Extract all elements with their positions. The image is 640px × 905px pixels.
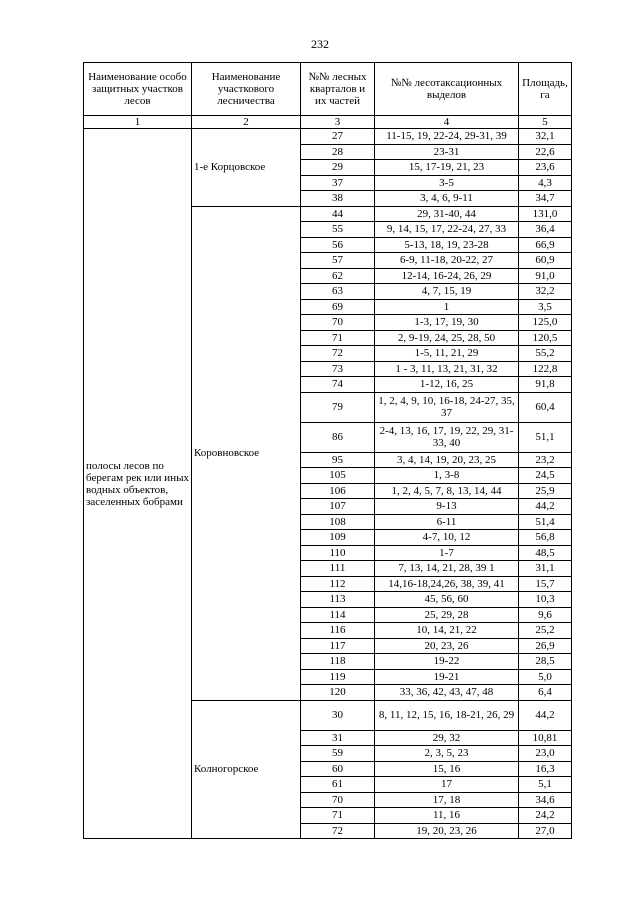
quarter-number: 71	[301, 808, 375, 824]
quarter-number: 56	[301, 237, 375, 253]
allotment-numbers: 23-31	[375, 144, 519, 160]
area-value: 31,1	[519, 561, 572, 577]
allotment-numbers: 17, 18	[375, 792, 519, 808]
column-number-row	[84, 116, 572, 129]
table-body	[84, 129, 572, 839]
quarter-number: 114	[301, 607, 375, 623]
area-value: 25,9	[519, 483, 572, 499]
quarter-number: 73	[301, 361, 375, 377]
allotment-numbers: 4, 7, 15, 19	[375, 284, 519, 300]
area-value: 24,5	[519, 468, 572, 484]
column-number: 1	[84, 116, 192, 129]
quarter-number: 116	[301, 623, 375, 639]
area-value: 34,7	[519, 191, 572, 207]
column-number: 2	[192, 116, 301, 129]
quarter-number: 30	[301, 700, 375, 730]
quarter-number: 69	[301, 299, 375, 315]
quarter-number: 28	[301, 144, 375, 160]
quarter-number: 79	[301, 392, 375, 422]
quarter-number: 31	[301, 730, 375, 746]
allotment-numbers: 3-5	[375, 175, 519, 191]
quarter-number: 27	[301, 129, 375, 145]
allotment-numbers: 6-11	[375, 514, 519, 530]
quarter-number: 38	[301, 191, 375, 207]
allotment-numbers: 2-4, 13, 16, 17, 19, 22, 29, 31-33, 40	[375, 422, 519, 452]
area-value: 5,0	[519, 669, 572, 685]
protected-area-category: полосы лесов по берегам рек или иных водных объектов, заселенных бобрами	[84, 129, 192, 839]
quarter-number: 120	[301, 685, 375, 701]
quarter-number: 72	[301, 823, 375, 839]
allotment-numbers: 1 - 3, 11, 13, 21, 31, 32	[375, 361, 519, 377]
area-value: 125,0	[519, 315, 572, 331]
allotment-numbers: 4-7, 10, 12	[375, 530, 519, 546]
allotment-numbers: 3, 4, 6, 9-11	[375, 191, 519, 207]
allotment-numbers: 33, 36, 42, 43, 47, 48	[375, 685, 519, 701]
allotment-numbers: 19, 20, 23, 26	[375, 823, 519, 839]
area-value: 48,5	[519, 545, 572, 561]
area-value: 9,6	[519, 607, 572, 623]
allotment-numbers: 3, 4, 14, 19, 20, 23, 25	[375, 452, 519, 468]
area-value: 51,4	[519, 514, 572, 530]
allotment-numbers: 7, 13, 14, 21, 28, 39 1	[375, 561, 519, 577]
area-value: 4,3	[519, 175, 572, 191]
quarter-number: 105	[301, 468, 375, 484]
quarter-number: 44	[301, 206, 375, 222]
header-quarters: №№ лесных кварталов и их частей	[301, 63, 375, 116]
area-value: 23,2	[519, 452, 572, 468]
allotment-numbers: 25, 29, 28	[375, 607, 519, 623]
table-row	[84, 129, 572, 145]
allotment-numbers: 19-21	[375, 669, 519, 685]
allotment-numbers: 5-13, 18, 19, 23-28	[375, 237, 519, 253]
quarter-number: 61	[301, 777, 375, 793]
area-value: 10,81	[519, 730, 572, 746]
quarter-number: 117	[301, 638, 375, 654]
area-value: 23,0	[519, 746, 572, 762]
quarter-number: 70	[301, 315, 375, 331]
allotment-numbers: 9, 14, 15, 17, 22-24, 27, 33	[375, 222, 519, 238]
area-value: 120,5	[519, 330, 572, 346]
allotment-numbers: 2, 3, 5, 23	[375, 746, 519, 762]
area-value: 22,6	[519, 144, 572, 160]
area-value: 122,8	[519, 361, 572, 377]
quarter-number: 63	[301, 284, 375, 300]
area-value: 131,0	[519, 206, 572, 222]
area-value: 60,4	[519, 392, 572, 422]
allotment-numbers: 1, 3-8	[375, 468, 519, 484]
area-value: 24,2	[519, 808, 572, 824]
header-row	[84, 63, 572, 116]
allotment-numbers: 19-22	[375, 654, 519, 670]
quarter-number: 110	[301, 545, 375, 561]
header-forestry: Наименование участкового лесничества	[192, 63, 301, 116]
quarter-number: 118	[301, 654, 375, 670]
area-value: 28,5	[519, 654, 572, 670]
quarter-number: 59	[301, 746, 375, 762]
quarter-number: 119	[301, 669, 375, 685]
area-value: 26,9	[519, 638, 572, 654]
area-value: 15,7	[519, 576, 572, 592]
area-value: 44,2	[519, 700, 572, 730]
quarter-number: 71	[301, 330, 375, 346]
quarter-number: 113	[301, 592, 375, 608]
quarter-number: 109	[301, 530, 375, 546]
quarter-number: 72	[301, 346, 375, 362]
forest-protection-table	[83, 62, 572, 839]
area-value: 5,1	[519, 777, 572, 793]
allotment-numbers: 20, 23, 26	[375, 638, 519, 654]
quarter-number: 55	[301, 222, 375, 238]
forestry-name: Колногорское	[192, 700, 301, 839]
allotment-numbers: 1-7	[375, 545, 519, 561]
allotment-numbers: 29, 31-40, 44	[375, 206, 519, 222]
allotment-numbers: 1-12, 16, 25	[375, 377, 519, 393]
allotment-numbers: 1	[375, 299, 519, 315]
quarter-number: 29	[301, 160, 375, 176]
quarter-number: 57	[301, 253, 375, 269]
allotment-numbers: 11, 16	[375, 808, 519, 824]
area-value: 32,1	[519, 129, 572, 145]
area-value: 51,1	[519, 422, 572, 452]
area-value: 25,2	[519, 623, 572, 639]
area-value: 3,5	[519, 299, 572, 315]
allotment-numbers: 10, 14, 21, 22	[375, 623, 519, 639]
allotment-numbers: 15, 17-19, 21, 23	[375, 160, 519, 176]
area-value: 91,8	[519, 377, 572, 393]
quarter-number: 86	[301, 422, 375, 452]
forestry-name: 1-е Корцовское	[192, 129, 301, 207]
page-number: 232	[311, 37, 329, 51]
quarter-number: 60	[301, 761, 375, 777]
area-value: 6,4	[519, 685, 572, 701]
allotment-numbers: 8, 11, 12, 15, 16, 18-21, 26, 29	[375, 700, 519, 730]
allotment-numbers: 12-14, 16-24, 26, 29	[375, 268, 519, 284]
area-value: 91,0	[519, 268, 572, 284]
quarter-number: 111	[301, 561, 375, 577]
quarter-number: 70	[301, 792, 375, 808]
allotment-numbers: 1, 2, 4, 9, 10, 16-18, 24-27, 35, 37	[375, 392, 519, 422]
quarter-number: 107	[301, 499, 375, 515]
allotment-numbers: 17	[375, 777, 519, 793]
forestry-name: Коровновское	[192, 206, 301, 700]
quarter-number: 74	[301, 377, 375, 393]
area-value: 16,3	[519, 761, 572, 777]
allotment-numbers: 6-9, 11-18, 20-22, 27	[375, 253, 519, 269]
area-value: 66,9	[519, 237, 572, 253]
allotment-numbers: 15, 16	[375, 761, 519, 777]
allotment-numbers: 2, 9-19, 24, 25, 28, 50	[375, 330, 519, 346]
allotment-numbers: 1-5, 11, 21, 29	[375, 346, 519, 362]
quarter-number: 106	[301, 483, 375, 499]
header-area: Площадь, га	[519, 63, 572, 116]
area-value: 36,4	[519, 222, 572, 238]
quarter-number: 95	[301, 452, 375, 468]
allotment-numbers: 29, 32	[375, 730, 519, 746]
area-value: 56,8	[519, 530, 572, 546]
allotment-numbers: 9-13	[375, 499, 519, 515]
area-value: 23,6	[519, 160, 572, 176]
area-value: 10,3	[519, 592, 572, 608]
allotment-numbers: 45, 56, 60	[375, 592, 519, 608]
header-protected-area: Наименование особо защитных участков лесов	[84, 63, 192, 116]
area-value: 55,2	[519, 346, 572, 362]
quarter-number: 112	[301, 576, 375, 592]
header-allotments: №№ лесотаксационных выделов	[375, 63, 519, 116]
allotment-numbers: 11-15, 19, 22-24, 29-31, 39	[375, 129, 519, 145]
area-value: 27,0	[519, 823, 572, 839]
quarter-number: 37	[301, 175, 375, 191]
area-value: 32,2	[519, 284, 572, 300]
area-value: 60,9	[519, 253, 572, 269]
allotment-numbers: 1, 2, 4, 5, 7, 8, 13, 14, 44	[375, 483, 519, 499]
column-number: 5	[519, 116, 572, 129]
column-number: 4	[375, 116, 519, 129]
allotment-numbers: 1-3, 17, 19, 30	[375, 315, 519, 331]
allotment-numbers: 14,16-18,24,26, 38, 39, 41	[375, 576, 519, 592]
quarter-number: 108	[301, 514, 375, 530]
column-number: 3	[301, 116, 375, 129]
quarter-number: 62	[301, 268, 375, 284]
area-value: 34,6	[519, 792, 572, 808]
area-value: 44,2	[519, 499, 572, 515]
